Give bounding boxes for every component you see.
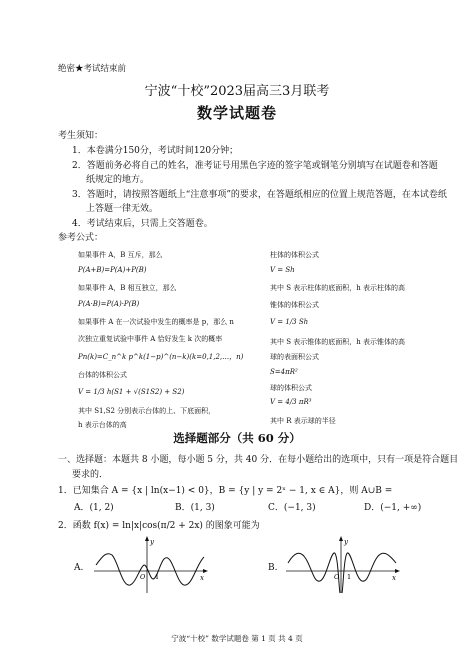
page-footer: 宁波“十校” 数学试题卷 第 1 页 共 4 页: [171, 634, 303, 643]
question-2-stem: 2．函数 f(x) = ln|x|cos(π/2 + 2x) 的图象可能为: [58, 521, 260, 531]
exam-title: 宁波“十校”2023届高三3月联考: [144, 84, 330, 99]
axis-x-label: x: [200, 574, 204, 582]
formula-right: 锥体的体积公式: [270, 301, 319, 309]
formula-right: V = 1/3 Sh: [270, 318, 309, 326]
formula-left: 如果事件 A，B 相互独立，那么: [78, 284, 177, 292]
notice-item: 3．答题时，请按照答题纸上“注意事项”的要求，在答题纸相应的位置上规范答题，在本试卷纸: [72, 190, 447, 200]
section-title: 选择题部分（共 60 分）: [173, 431, 301, 445]
formula-left: Pn(k)=C_n^k p^k(1−p)^(n−k)(k=0,1,2,…，n): [78, 353, 244, 361]
paper-title: 数学试题卷: [196, 104, 277, 122]
tick-label: 1: [347, 573, 352, 581]
formula-left: V = 1/3 h(S1 + √(S1S2) + S2): [78, 388, 185, 396]
formula-right: 柱体的体积公式: [270, 251, 319, 259]
notice-item: 上答题一律无效。: [86, 204, 159, 214]
formula-left: P(A·B)=P(A)·P(B): [78, 300, 140, 308]
question-1-option-d[interactable]: D．(−1, +∞): [364, 503, 422, 513]
notice-item: 2．答题前务必将自己的姓名，准考证号用黑色字迹的签字笔或钢笔分别填写在试题卷和答题: [72, 161, 438, 171]
question-2-option-b-label[interactable]: B.: [268, 563, 278, 573]
question-2-option-a-label[interactable]: A.: [74, 563, 84, 573]
question-1-stem: 1．已知集合 A = {x | ln(x−1) < 0}，B = {y | y = 2ˣ − 1, x ∈ A}，则 A∪B =: [58, 486, 393, 496]
question-2-graph-a[interactable]: [92, 535, 210, 597]
axis-y-label: y: [344, 538, 348, 546]
formula-right: 其中 R 表示球的半径: [270, 417, 336, 425]
formula-left: 如果事件 A，B 互斥，那么: [78, 251, 163, 259]
formula-right: 球的表面积公式: [270, 353, 319, 361]
formula-right: S=4πR²: [270, 368, 298, 376]
reference-heading: 参考公式：: [58, 233, 104, 243]
origin-label: O: [334, 573, 340, 581]
section-instruction: 要求的．: [72, 470, 109, 480]
axis-y-label: y: [150, 538, 154, 546]
notice-item: 纸规定的地方。: [86, 175, 150, 185]
formula-left: P(A+B)=P(A)+P(B): [78, 266, 147, 274]
tick-label: 1: [155, 573, 160, 581]
question-2-graph-b[interactable]: [284, 535, 402, 597]
section-instruction: 一、选择题：本题共 8 小题，每小题 5 分，共 40 分．在每小题给出的选项中，只有一项是符合题目: [58, 455, 459, 465]
formula-right: 球的体积公式: [270, 384, 312, 392]
formula-left: 次独立重复试验中事件 A 恰好发生 k 次的概率: [78, 335, 223, 343]
formula-left: 如果事件 A 在一次试验中发生的概率是 p，那么 n: [78, 318, 234, 326]
notice-heading: 考生须知：: [58, 131, 104, 141]
notice-item: 4．考试结束后，只需上交答题卷。: [72, 219, 213, 229]
question-1-option-b[interactable]: B．(1, 3): [175, 503, 215, 513]
formula-left: h 表示台体的高: [78, 421, 127, 429]
question-1-option-a[interactable]: A．(1, 2): [74, 503, 114, 513]
formula-left: 其中 S1,S2 分别表示台体的上、下底面积，: [78, 407, 216, 415]
secret-label: 绝密★考试结束前: [58, 64, 127, 74]
origin-label: O: [140, 573, 146, 581]
formula-right: 其中 S 表示锥体的底面积，h 表示锥体的高: [270, 338, 405, 346]
formula-right: V = 4/3 πR³: [270, 398, 312, 406]
notice-item: 1．本卷满分150分，考试时间120分钟；: [72, 146, 239, 156]
axis-x-label: x: [392, 574, 396, 582]
formula-left: 台体的体积公式: [78, 371, 127, 379]
formula-right: V = Sh: [270, 266, 295, 274]
question-1-option-c[interactable]: C．(−1, 3): [268, 503, 316, 513]
formula-right: 其中 S 表示柱体的底面积，h 表示柱体的高: [270, 284, 405, 292]
